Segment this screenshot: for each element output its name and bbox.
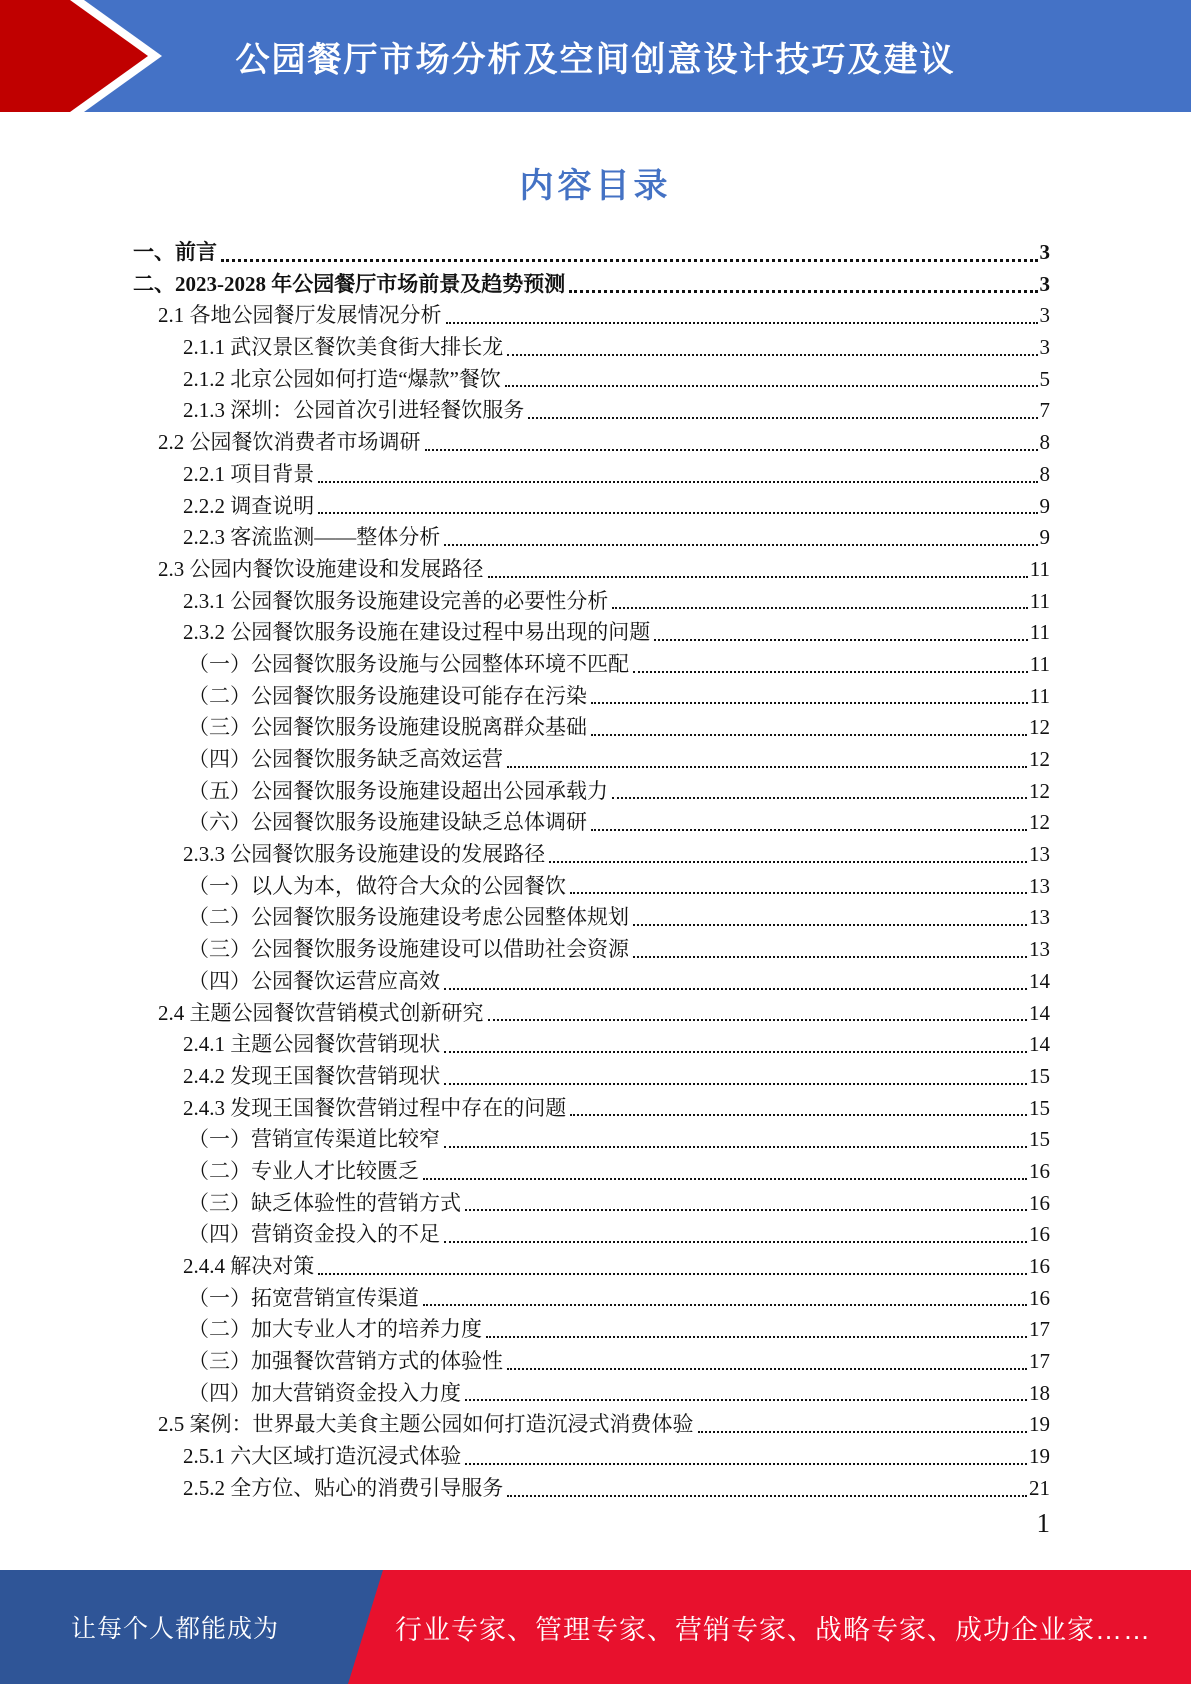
toc-entry[interactable] (133, 775, 1050, 807)
toc-leader-dots (633, 956, 1027, 958)
toc-leader-dots (318, 481, 1037, 483)
toc-entry-page: 13 (1029, 873, 1050, 898)
toc-leader-dots (570, 1114, 1027, 1116)
toc-entry[interactable] (133, 1092, 1050, 1124)
toc-entry-page: 9 (1039, 525, 1050, 550)
toc-entry-label: 2.2.1 项目背景 (183, 461, 315, 486)
toc-entry-page: 12 (1029, 715, 1050, 740)
toc-leader-dots (591, 734, 1027, 736)
toc-entry-label: 2.2 公园餐饮消费者市场调研 (158, 430, 421, 455)
toc-leader-dots (444, 544, 1037, 546)
toc-entry-label: （四）营销资金投入的不足 (188, 1222, 440, 1247)
toc-entry-page: 14 (1029, 1032, 1050, 1057)
toc-entry-label: 2.3 公园内餐饮设施建设和发展路径 (158, 556, 484, 581)
toc-entry-page: 11 (1029, 556, 1050, 581)
toc-entry[interactable] (133, 616, 1050, 648)
toc-entry-page: 12 (1029, 747, 1050, 771)
toc-entry[interactable] (133, 268, 1050, 300)
toc-entry[interactable] (133, 933, 1050, 965)
toc-entry-page: 15 (1029, 1063, 1050, 1088)
toc-entry-page: 13 (1029, 842, 1050, 867)
toc-entry-page: 16 (1029, 1254, 1050, 1278)
toc-leader-dots (446, 322, 1038, 324)
toc-entry-page: 17 (1029, 1349, 1050, 1374)
toc-entry-label: 2.5 案例：世界最大美食主题公园如何打造沉浸式消费体验 (158, 1412, 694, 1437)
document-title: 公园餐厅市场分析及空间创意设计技巧及建议 (235, 40, 956, 79)
toc-entry[interactable] (133, 1060, 1050, 1092)
toc-leader-dots (612, 797, 1027, 799)
toc-entry-page: 8 (1039, 430, 1050, 455)
toc-leader-dots (465, 1399, 1027, 1401)
toc-entry-label: （四）加大营销资金投入力度 (188, 1380, 461, 1405)
toc-leader-dots (488, 576, 1028, 578)
toc-entry-page: 11 (1029, 651, 1050, 676)
toc-entry-label: 一、前言 (133, 240, 217, 264)
toc-leader-dots (612, 607, 1028, 609)
toc-leader-dots (318, 512, 1037, 514)
toc-entry-page: 17 (1029, 1317, 1050, 1342)
toc-entry-label: 2.4 主题公园餐饮营销模式创新研究 (158, 1000, 484, 1025)
toc-entry[interactable] (133, 363, 1050, 395)
toc-leader-dots (633, 924, 1027, 926)
toc-entry-label: 二、2023-2028 年公园餐厅市场前景及趋势预测 (133, 271, 566, 296)
footer-slogan-left: 让每个人都能成为 (70, 1615, 279, 1643)
toc-leader-dots (444, 1241, 1027, 1243)
toc-entry-label: 2.4.4 解决对策 (183, 1254, 315, 1278)
toc-entry-label: （一）以人为本，做符合大众的公园餐饮 (188, 873, 566, 898)
toc-leader-dots (591, 702, 1028, 704)
toc-entry[interactable] (133, 838, 1050, 870)
toc-entry-page: 11 (1029, 683, 1050, 708)
toc-entry-page: 12 (1029, 778, 1050, 803)
toc-leader-dots (423, 1178, 1027, 1180)
toc-entry[interactable] (133, 711, 1050, 743)
toc-leader-dots (444, 988, 1027, 990)
toc-entry-page: 21 (1029, 1475, 1050, 1500)
toc-entry[interactable] (133, 490, 1050, 522)
toc-leader-dots (528, 417, 1037, 419)
toc-entry-page: 16 (1029, 1190, 1050, 1215)
toc-leader-dots (465, 1209, 1027, 1211)
toc-entry-label: 2.2.3 客流监测——整体分析 (183, 525, 441, 550)
toc-leader-dots (318, 1273, 1027, 1275)
toc-entry[interactable] (133, 236, 1050, 268)
toc-leader-dots (698, 1431, 1028, 1433)
toc-entry[interactable] (133, 521, 1050, 553)
toc-entry-page: 16 (1029, 1158, 1050, 1183)
toc-entry[interactable] (133, 1377, 1050, 1409)
toc-entry-label: （四）公园餐饮服务缺乏高效运营 (188, 747, 503, 771)
toc-entry-page: 14 (1029, 1000, 1050, 1025)
toc-leader-dots (507, 354, 1037, 356)
toc-entry-label: 2.3.1 公园餐饮服务设施建设完善的必要性分析 (183, 588, 609, 613)
toc-leader-dots (444, 1146, 1027, 1148)
header-banner (0, 0, 1191, 112)
toc-heading: 内容目录 (519, 168, 672, 205)
toc-entry-page: 13 (1029, 937, 1050, 962)
toc-entry[interactable] (133, 585, 1050, 617)
toc-entry-page: 12 (1029, 810, 1050, 835)
toc-leader-dots (486, 1336, 1027, 1338)
toc-entry-label: 2.5.1 六大区域打造沉浸式体验 (183, 1444, 462, 1469)
toc-entry[interactable] (133, 1123, 1050, 1155)
toc-entry[interactable] (133, 901, 1050, 933)
footer-banner (0, 1570, 1191, 1684)
toc-entry-page: 3 (1039, 240, 1050, 264)
toc-entry-page: 3 (1039, 335, 1050, 360)
toc-entry-label: 2.1.3 深圳：公园首次引进轻餐饮服务 (183, 398, 525, 423)
toc-entry-label: 2.4.2 发现王国餐饮营销现状 (183, 1063, 441, 1088)
toc-leader-dots (221, 259, 1038, 262)
toc-entry-label: （一）拓宽营销宣传渠道 (188, 1285, 419, 1310)
toc-entry[interactable] (133, 553, 1050, 585)
toc-entry-page: 19 (1029, 1412, 1050, 1437)
toc-entry-label: （三）加强餐饮营销方式的体验性 (188, 1349, 503, 1374)
toc-entry-label: 2.2.2 调查说明 (183, 493, 315, 518)
toc-entry[interactable] (133, 1282, 1050, 1314)
toc-leader-dots (591, 829, 1027, 831)
toc-entry-label: （五）公园餐饮服务设施建设超出公园承载力 (188, 778, 608, 803)
toc-entry-page: 16 (1029, 1222, 1050, 1247)
toc-entry-label: 2.3.3 公园餐饮服务设施建设的发展路径 (183, 842, 546, 867)
toc-leader-dots (425, 449, 1038, 451)
toc-entry[interactable] (133, 680, 1050, 712)
toc-entry-page: 15 (1029, 1127, 1050, 1152)
toc-entry-label: 2.1.1 武汉景区餐饮美食街大排长龙 (183, 335, 504, 360)
toc-entry[interactable] (133, 648, 1050, 680)
toc-leader-dots (505, 385, 1038, 387)
toc-leader-dots (488, 1019, 1028, 1021)
toc-leader-dots (465, 1463, 1027, 1465)
toc-entry-label: （二）专业人才比较匮乏 (188, 1158, 419, 1183)
toc-entry-page: 11 (1029, 588, 1050, 613)
toc-leader-dots (654, 639, 1028, 641)
toc-leader-dots (444, 1083, 1027, 1085)
toc-entry[interactable] (133, 1187, 1050, 1219)
toc-entry-label: （二）加大专业人才的培养力度 (188, 1317, 482, 1342)
toc-entry-page: 13 (1029, 905, 1050, 930)
toc-entry-label: （六）公园餐饮服务设施建设缺乏总体调研 (188, 810, 587, 835)
toc-entry[interactable] (133, 965, 1050, 997)
toc-entry-page: 9 (1039, 493, 1050, 518)
footer-slogan-right: 行业专家、管理专家、营销专家、战略专家、成功企业家…… (395, 1614, 1151, 1645)
toc-entry-page: 3 (1039, 271, 1050, 296)
toc-entry-label: 2.4.3 发现王国餐饮营销过程中存在的问题 (183, 1095, 567, 1120)
toc-entry[interactable] (133, 1250, 1050, 1282)
toc-entry-page: 3 (1039, 303, 1050, 328)
toc-leader-dots (507, 1368, 1027, 1370)
toc-leader-dots (549, 861, 1027, 863)
toc-entry-page: 16 (1029, 1285, 1050, 1310)
toc-entry[interactable] (133, 1155, 1050, 1187)
toc-entry[interactable] (133, 1345, 1050, 1377)
toc-entry[interactable] (133, 394, 1050, 426)
toc-entry[interactable] (133, 458, 1050, 490)
toc-entry-label: （一）营销宣传渠道比较窄 (188, 1127, 440, 1152)
toc-entry[interactable] (133, 743, 1050, 775)
toc-entry-label: 2.3.2 公园餐饮服务设施在建设过程中易出现的问题 (183, 620, 651, 645)
toc-entry[interactable] (133, 1313, 1050, 1345)
toc-entry-label: 2.1 各地公园餐厅发展情况分析 (158, 303, 442, 328)
page-number: 1 (1036, 1508, 1050, 1538)
toc-entry[interactable] (133, 1028, 1050, 1060)
toc-entry-label: （三）缺乏体验性的营销方式 (188, 1190, 461, 1215)
toc-leader-dots (444, 1051, 1027, 1053)
toc-entry-page: 15 (1029, 1095, 1050, 1120)
toc-leader-dots (633, 671, 1028, 673)
toc-entry-label: （四）公园餐饮运营应高效 (188, 968, 440, 993)
toc-entry[interactable] (133, 1218, 1050, 1250)
toc-leader-dots (507, 1495, 1027, 1497)
toc-entry-page: 7 (1039, 398, 1050, 423)
toc-entry-page: 5 (1039, 366, 1050, 391)
toc-list (133, 236, 1050, 1504)
toc-entry-label: （一）公园餐饮服务设施与公园整体环境不匹配 (188, 651, 629, 676)
toc-entry-page: 11 (1029, 620, 1050, 645)
toc-entry-page: 8 (1039, 461, 1050, 486)
toc-leader-dots (423, 1304, 1027, 1306)
toc-entry-label: （三）公园餐饮服务设施建设可以借助社会资源 (188, 937, 629, 962)
toc-entry-label: （二）公园餐饮服务设施建设可能存在污染 (188, 683, 587, 708)
toc-entry[interactable] (133, 997, 1050, 1029)
toc-entry[interactable] (133, 1472, 1050, 1504)
toc-leader-dots (570, 892, 1027, 894)
toc-entry-label: （二）公园餐饮服务设施建设考虑公园整体规划 (188, 905, 629, 930)
toc-entry[interactable] (133, 331, 1050, 363)
toc-entry-page: 19 (1029, 1444, 1050, 1469)
toc-entry[interactable] (133, 1408, 1050, 1440)
toc-entry-label: （三）公园餐饮服务设施建设脱离群众基础 (188, 715, 587, 740)
toc-entry-label: 2.4.1 主题公园餐饮营销现状 (183, 1032, 441, 1057)
toc-entry[interactable] (133, 426, 1050, 458)
toc-entry[interactable] (133, 870, 1050, 902)
toc-entry[interactable] (133, 1440, 1050, 1472)
toc-entry[interactable] (133, 299, 1050, 331)
toc-entry-label: 2.1.2 北京公园如何打造“爆款”餐饮 (183, 366, 501, 391)
toc-entry-page: 18 (1029, 1380, 1050, 1405)
toc-entry-page: 14 (1029, 968, 1050, 993)
toc-entry-label: 2.5.2 全方位、贴心的消费引导服务 (183, 1475, 504, 1500)
toc-leader-dots (569, 290, 1037, 293)
toc-leader-dots (507, 766, 1027, 768)
toc-entry[interactable] (133, 806, 1050, 838)
